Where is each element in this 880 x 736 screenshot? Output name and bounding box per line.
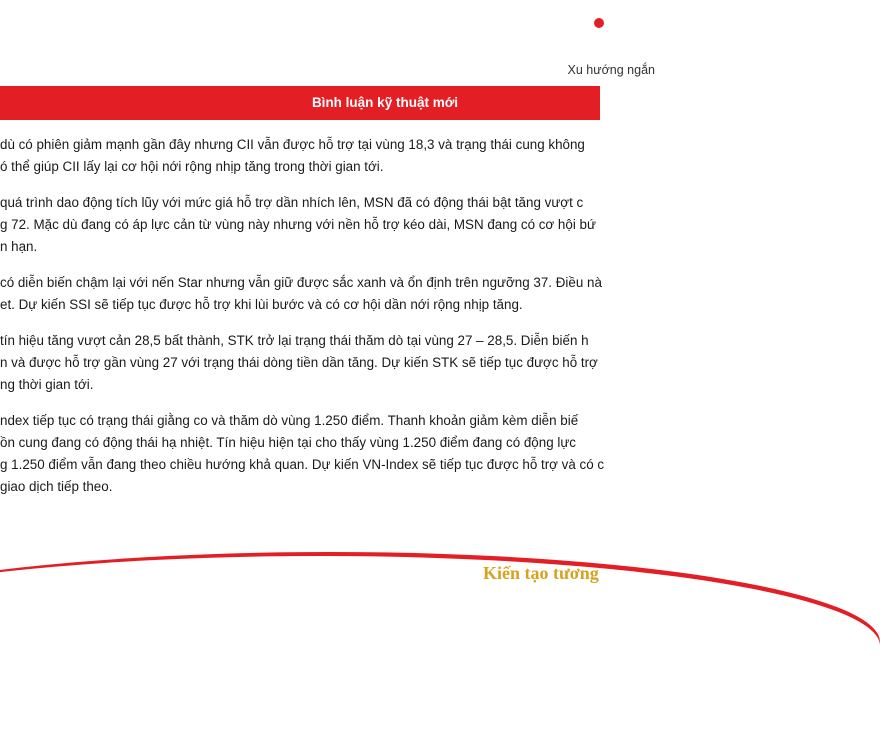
paragraph-ssi [0, 272, 600, 316]
logo-fragment [594, 18, 604, 28]
paragraph-vnindex [0, 410, 605, 498]
commentary-content [0, 134, 605, 512]
paragraph-line: ng thời gian tới. [0, 377, 94, 392]
band-title: Bình luận kỹ thuật mới [311, 95, 459, 110]
paragraph-line: g 1.250 điểm vẫn đang theo chiều hướng khả quan. Dự kiến VN-Index sẽ tiếp tục được hỗ trợ và có c [0, 457, 605, 472]
section-title: Xu hướng ngắn [567, 63, 655, 77]
paragraph-line: có diễn biến chậm lại với nến Star nhưng vẫn giữ được sắc xanh và ổn định trên ngưỡng 37. Điều nà [0, 275, 602, 290]
paragraph-line: ồn cung đang có động thái hạ nhiệt. Tín hiệu hiện tại cho thấy vùng 1.250 điểm đang có động lực [0, 435, 577, 450]
title-band [0, 86, 600, 120]
paragraph-stk [0, 330, 600, 396]
paragraph-line: g 72. Mặc dù đang có áp lực cản từ vùng này nhưng với nền hỗ trợ kéo dài, MSN đang có cơ hội bứ [0, 217, 596, 232]
paragraph-line: giao dịch tiếp theo. [0, 479, 113, 494]
paragraph-line: tín hiệu tăng vượt cản 28,5 bất thành, STK trở lại trạng thái thăm dò tại vùng 27 – 28,5. Diễn biến h [0, 333, 589, 348]
paragraph-line: n và được hỗ trợ gần vùng 27 với trạng thái dòng tiền dần tăng. Dự kiến STK sẽ tiếp tục được hỗ trợ [0, 355, 598, 370]
paragraph-cii [0, 134, 600, 178]
paragraph-line: et. Dự kiến SSI sẽ tiếp tục được hỗ trợ khi lùi bước và có cơ hội dần nới rộng nhịp tăng. [0, 297, 523, 312]
paragraph-line: ndex tiếp tục có trạng thái giằng co và thăm dò vùng 1.250 điểm. Thanh khoản giảm kèm diễn biế [0, 413, 579, 428]
paragraph-line: ó thể giúp CII lấy lại cơ hội nới rộng nhịp tăng trong thời gian tới. [0, 159, 384, 174]
footer-slogan: Kiến tạo tương [483, 563, 599, 583]
paragraph-line: quá trình dao động tích lũy với mức giá hỗ trợ dần nhích lên, MSN đã có động thái bật tăng vượt c [0, 195, 584, 210]
paragraph-line: n hạn. [0, 239, 38, 254]
paragraph-msn [0, 192, 600, 258]
paragraph-line: dù có phiên giảm mạnh gần đây nhưng CII vẫn được hỗ trợ tại vùng 18,3 và trạng thái cung không [0, 137, 585, 152]
